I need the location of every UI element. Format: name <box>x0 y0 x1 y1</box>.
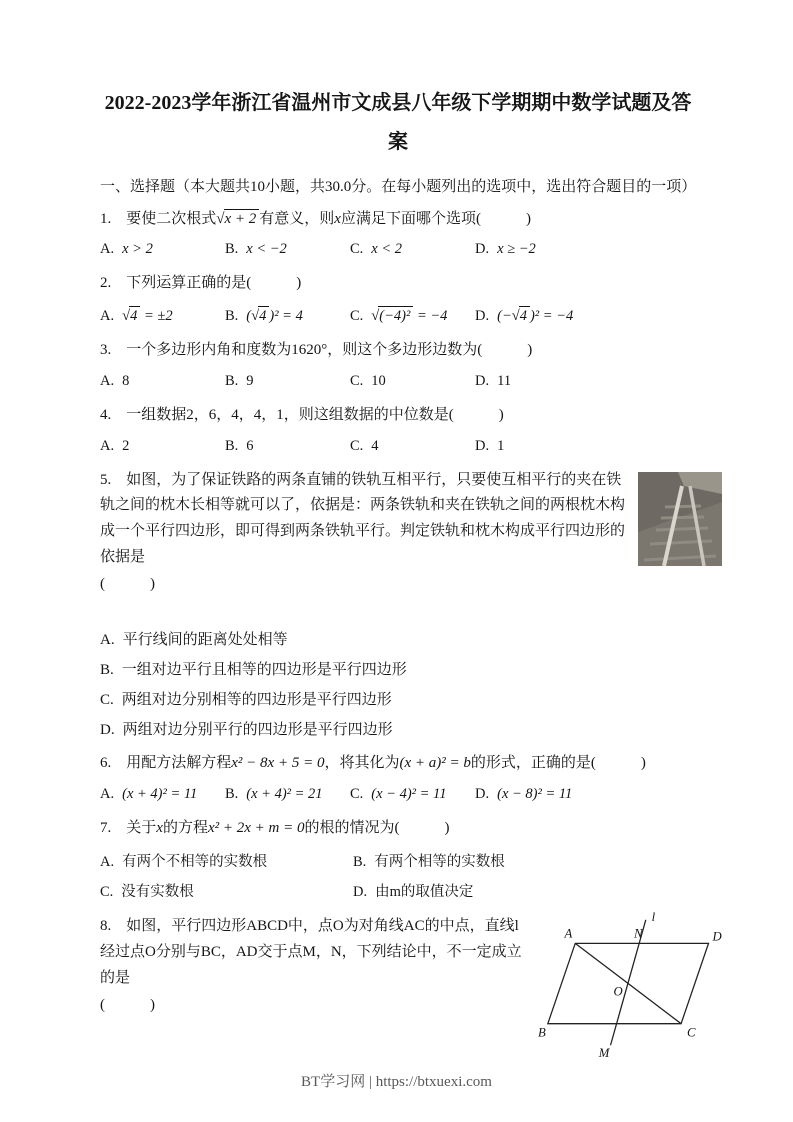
option-text: x < −2 <box>246 241 287 258</box>
question-1-stem <box>100 207 696 233</box>
option-text: (x − 4)² = 11 <box>371 785 447 802</box>
question-6 <box>100 751 696 803</box>
option-text: 有两个相等的实数根 <box>374 854 505 871</box>
stem-text: 关于 <box>126 819 157 836</box>
option-7b <box>353 850 696 871</box>
radicand: x + 2 <box>224 209 260 228</box>
question-1 <box>100 207 696 259</box>
radical-sign-icon: √ <box>511 308 520 325</box>
option-label: C. <box>100 884 114 901</box>
line-label-l: l <box>651 910 656 925</box>
radical-expression <box>122 308 140 324</box>
option-label: C. <box>350 785 364 802</box>
question-3 <box>100 338 696 390</box>
option-7c <box>100 880 353 901</box>
option-4b <box>225 438 350 455</box>
question-number: 2. <box>100 275 112 292</box>
question-number: 7. <box>100 819 112 836</box>
option-6a <box>100 786 225 803</box>
stem-text: 如图，平行四边形ABCD中，点O为对角线AC的中点，直线l经过点O分别与BC，AD交于点M，N，下列结论中，不一定成立的是 <box>100 918 522 987</box>
stem-text: 要使二次根式 <box>126 210 217 227</box>
vertex-label-a: A <box>564 926 573 941</box>
option-text: 两组对边分别相等的四边形是平行四边形 <box>121 691 392 708</box>
radical-expression <box>251 308 269 324</box>
option-label: B. <box>353 854 367 871</box>
question-4-stem <box>100 403 696 429</box>
option-label: A. <box>100 437 115 454</box>
question-8-answer-blank: ( ) <box>100 996 155 1013</box>
option-label: D. <box>475 437 490 454</box>
option-label: B. <box>225 437 239 454</box>
option-text: 有两个不相等的实数根 <box>122 854 268 871</box>
radicand: 4 <box>519 306 530 325</box>
option-math-post: = ±2 <box>140 308 173 325</box>
option-label: C. <box>350 372 364 389</box>
railway-photo <box>638 472 722 566</box>
option-label: A. <box>100 308 115 325</box>
stem-text: 的方程 <box>162 819 208 836</box>
option-text: 9 <box>246 372 254 389</box>
option-4a <box>100 438 225 455</box>
option-2b <box>225 306 350 325</box>
option-math-post: )² = 4 <box>269 308 303 325</box>
stem-math: x² + 2x + m = 0 <box>207 819 305 836</box>
question-number: 4. <box>100 406 112 423</box>
stem-text: 如图，为了保证铁路的两条直铺的铁轨互相平行，只要使互相平行的夹在铁轨之间的枕木长相等就可以了，依据是：两条铁轨和夹在铁轨之间的两根枕木构成一个平行四边形，即可得到两条铁轨平行。判定铁轨和枕木构成平行四边形的依据是 <box>100 471 626 566</box>
question-7-options <box>100 850 696 901</box>
option-text: 10 <box>371 372 386 389</box>
option-text: x < 2 <box>371 241 403 258</box>
question-number: 5. <box>100 471 112 488</box>
question-6-stem <box>100 751 696 777</box>
question-7-stem <box>100 816 696 842</box>
option-text: 11 <box>497 372 512 389</box>
separator: | <box>365 1074 376 1090</box>
radical-expression <box>371 308 413 324</box>
option-label: A. <box>100 241 115 258</box>
option-math-pre: ( <box>246 308 252 325</box>
option-text: 4 <box>371 437 379 454</box>
option-7d <box>353 880 696 901</box>
question-2 <box>100 271 696 325</box>
stem-text: 应满足下面哪个选项( ) <box>340 210 531 227</box>
stem-text: 的形式，正确的是( ) <box>470 754 646 771</box>
question-3-stem <box>100 338 696 364</box>
question-number: 8. <box>100 918 112 935</box>
option-1a <box>100 241 225 258</box>
option-label: C. <box>350 241 364 258</box>
option-text: 两组对边分别平行的四边形是平行四边形 <box>122 721 393 738</box>
option-label: B. <box>225 372 239 389</box>
question-5-answer-blank: ( ) <box>100 575 155 592</box>
option-text: x ≥ −2 <box>497 241 536 258</box>
question-6-options <box>100 786 696 803</box>
option-math-post: )² = −4 <box>529 308 574 325</box>
option-text: 一组对边平行且相等的四边形是平行四边形 <box>121 661 407 678</box>
point-label-o: O <box>613 984 623 999</box>
option-math-pre: (− <box>497 308 512 325</box>
option-label: B. <box>225 785 239 802</box>
option-label: D. <box>100 721 115 738</box>
stem-text: 用配方法解方程 <box>126 754 232 771</box>
option-1b <box>225 241 350 258</box>
radicand: 4 <box>129 306 140 325</box>
site-url-link[interactable]: https://btxuexi.com <box>375 1074 492 1090</box>
option-5d <box>100 718 696 739</box>
option-3b <box>225 373 350 390</box>
stem-text: 的根的情况为( ) <box>304 819 450 836</box>
site-watermark <box>0 1070 793 1091</box>
option-4d <box>475 438 696 455</box>
stem-math: (x + a)² = b <box>399 754 471 771</box>
option-5a <box>100 628 696 649</box>
vertex-label-d: D <box>712 929 722 944</box>
question-8 <box>100 910 722 1061</box>
exam-document <box>100 84 722 1061</box>
option-text: x > 2 <box>122 241 153 258</box>
option-label: C. <box>350 437 364 454</box>
option-text: 2 <box>122 437 130 454</box>
point-label-m: M <box>598 1046 610 1061</box>
radical-sign-icon: √ <box>216 210 225 227</box>
question-number: 1. <box>100 210 112 227</box>
option-2d <box>475 306 696 325</box>
question-7 <box>100 816 696 902</box>
option-2c <box>350 306 475 325</box>
option-label: A. <box>100 372 115 389</box>
option-math-post: = −4 <box>413 308 448 325</box>
option-text: 1 <box>497 437 505 454</box>
point-label-n: N <box>634 926 643 941</box>
option-4c <box>350 438 475 455</box>
question-4 <box>100 403 696 455</box>
option-6c <box>350 786 475 803</box>
question-number: 6. <box>100 754 112 771</box>
page-title: 2022-2023学年浙江省温州市文成县八年级下学期期中数学试题及答案 <box>104 92 692 153</box>
question-5-options <box>100 628 696 739</box>
radicand: (−4)² <box>378 306 413 325</box>
option-label: B. <box>225 308 239 325</box>
option-3d <box>475 373 696 390</box>
option-5b <box>100 658 696 679</box>
option-label: D. <box>475 785 490 802</box>
option-label: D. <box>475 308 490 325</box>
option-label: B. <box>100 661 114 678</box>
option-label: B. <box>225 241 239 258</box>
stem-text: 有意义，则 <box>259 210 335 227</box>
option-6d <box>475 786 696 803</box>
option-label: D. <box>475 241 490 258</box>
option-label: C. <box>350 308 364 325</box>
radical-expression <box>216 211 259 227</box>
option-text: 平行线间的距离处处相等 <box>122 631 288 648</box>
question-5-stem <box>100 468 696 571</box>
option-1d <box>475 241 696 258</box>
option-text: 8 <box>122 372 130 389</box>
question-4-options <box>100 438 696 455</box>
option-text: 6 <box>246 437 254 454</box>
question-2-options <box>100 306 696 325</box>
section-heading: 一、选择题（本大题共10小题，共30.0分。在每小题列出的选项中，选出符合题目的一项） <box>100 179 697 195</box>
option-text: (x − 8)² = 11 <box>497 785 573 802</box>
stem-math: x <box>334 210 341 227</box>
option-3c <box>350 373 475 390</box>
question-3-options <box>100 373 696 390</box>
question-2-stem <box>100 271 696 297</box>
radical-sign-icon: √ <box>251 308 260 325</box>
option-3a <box>100 373 225 390</box>
radicand: 4 <box>258 306 269 325</box>
option-text: (x + 4)² = 11 <box>122 785 198 802</box>
question-number: 3. <box>100 342 112 359</box>
option-text: 没有实数根 <box>121 884 194 901</box>
stem-text: ，将其化为 <box>324 754 400 771</box>
option-label: D. <box>353 884 368 901</box>
option-2a <box>100 306 225 325</box>
vertex-label-b: B <box>538 1025 546 1040</box>
option-label: D. <box>475 372 490 389</box>
stem-text: 下列运算正确的是( ) <box>126 275 302 292</box>
question-1-options <box>100 241 696 258</box>
option-label: A. <box>100 785 115 802</box>
radical-expression <box>512 308 530 324</box>
stem-text: 一组数据2，6，4，4，1，则这组数据的中位数是( ) <box>126 406 504 423</box>
option-5c <box>100 688 696 709</box>
stem-math: x² − 8x + 5 = 0 <box>231 754 325 771</box>
option-label: C. <box>100 691 114 708</box>
radical-sign-icon: √ <box>122 308 131 325</box>
radical-sign-icon: √ <box>371 308 380 325</box>
stem-text: 一个多边形内角和度数为1620°，则这个多边形边数为( ) <box>126 342 533 359</box>
option-1c <box>350 241 475 258</box>
option-label: A. <box>100 854 115 871</box>
vertex-label-c: C <box>686 1025 696 1040</box>
parallelogram-diagram <box>538 908 734 1060</box>
option-text: 由m的取值决定 <box>375 884 474 901</box>
option-7a <box>100 850 353 871</box>
question-5 <box>100 468 696 739</box>
option-text: (x + 4)² = 21 <box>246 785 323 802</box>
stem-math: x <box>156 819 163 836</box>
option-label: A. <box>100 631 115 648</box>
option-6b <box>225 786 350 803</box>
site-name: BT学习网 <box>301 1074 366 1090</box>
